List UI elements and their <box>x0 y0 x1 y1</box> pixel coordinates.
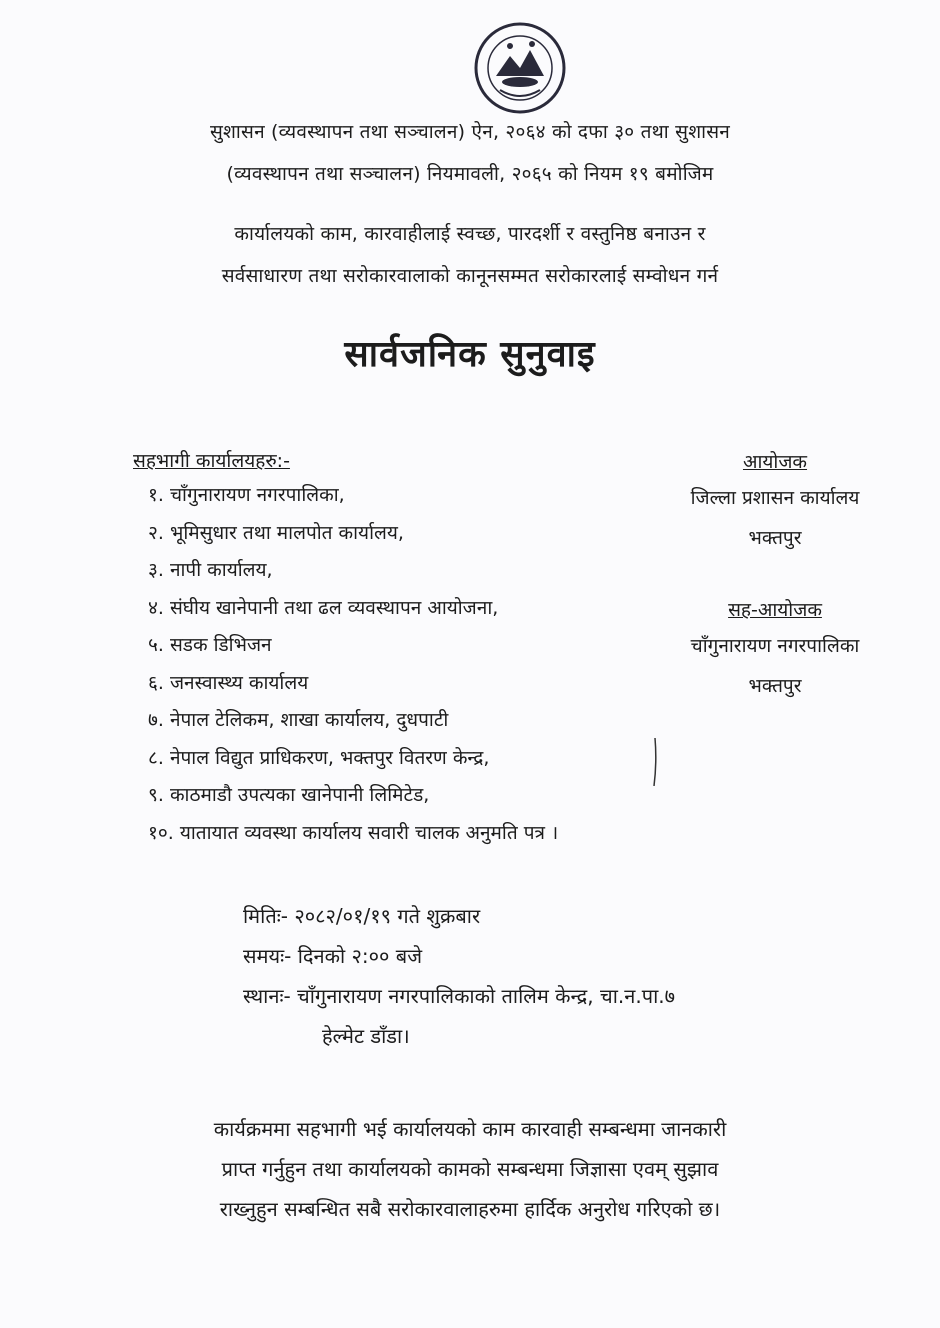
intro-line-3: कार्यालयको काम, कारवाहीलाई स्वच्छ, पारदर्शी र वस्तुनिष्ठ बनाउन र <box>234 223 706 245</box>
participant-item: ६. जनस्वास्थ्य कार्यालय <box>148 671 309 694</box>
participant-item: २. भूमिसुधार तथा मालपोत कार्यालय, <box>148 521 404 544</box>
co-organizer-location: भक्तपुर <box>748 675 802 697</box>
event-place: स्थानः- चाँगुनारायण नगरपालिकाको तालिम केन्द्र, चा.न.पा.७ <box>243 984 676 1008</box>
government-seal-icon <box>470 18 570 118</box>
co-organizer-name: चाँगुनारायण नगरपालिका <box>690 635 860 657</box>
co-organizer-block <box>640 596 910 712</box>
participants-heading: सहभागी कार्यालयहरु:- <box>133 450 290 472</box>
intro-line-2: (व्यवस्थापन तथा सञ्चालन) नियमावली, २०६५ को नियम १९ बमोजिम <box>226 163 714 185</box>
participant-item: १०. यातायात व्यवस्था कार्यालय सवारी चालक अनुमति पत्र । <box>148 821 559 844</box>
participant-item: ५. सडक डिभिजन <box>148 634 272 656</box>
closing-line-1: कार्यक्रममा सहभागी भई कार्यालयको काम कारवाही सम्बन्धमा जानकारी <box>213 1117 727 1141</box>
pen-mark-icon <box>652 738 658 786</box>
event-date: मितिः- २०८२/०१/१९ गते शुक्रबार <box>243 904 481 928</box>
event-time: समयः- दिनको २:०० बजे <box>243 944 423 968</box>
intro-line-1: सुशासन (व्यवस्थापन तथा सञ्चालन) ऐन, २०६४ को दफा ३० तथा सुशासन <box>209 121 731 143</box>
organizer-heading: आयोजक <box>742 451 808 473</box>
organizer-location: भक्तपुर <box>748 527 802 549</box>
notice-title: सार्वजनिक सुनुवाइ <box>344 334 596 375</box>
participant-item: १. चाँगुनारायण नगरपालिका, <box>148 484 345 506</box>
participant-item: ४. संघीय खानेपानी तथा ढल व्यवस्थापन आयोजना, <box>148 596 499 619</box>
co-organizer-heading: सह-आयोजक <box>728 599 822 621</box>
intro-line-4: सर्वसाधारण तथा सरोकारवालाको कानूनसम्मत सरोकारलाई सम्वोधन गर्न <box>221 265 719 287</box>
organizer-block <box>640 448 910 564</box>
participants-list <box>148 480 558 855</box>
participant-item: ७. नेपाल टेलिकम, शाखा कार्यालय, दुधपाटी <box>148 709 449 731</box>
participant-item: ८. नेपाल विद्युत प्राधिकरण, भक्तपुर वितरण केन्द्र, <box>148 746 490 769</box>
closing-line-3: राख्नुहुन सम्बन्धित सबै सरोकारवालाहरुमा हार्दिक अनुरोध गरिएको छ। <box>219 1197 721 1221</box>
seal-graphic <box>470 18 570 118</box>
closing-line-2: प्राप्त गर्नुहुन तथा कार्यालयको कामको सम्बन्धमा जिज्ञासा एवम् सुझाव <box>221 1157 719 1181</box>
organizer-name: जिल्ला प्रशासन कार्यालय <box>690 487 860 509</box>
event-place-continued: हेल्मेट डाँडा। <box>322 1024 410 1048</box>
participant-item: ९. काठमाडौ उपत्यका खानेपानी लिमिटेड, <box>148 784 430 806</box>
participant-item: ३. नापी कार्यालय, <box>148 559 273 581</box>
